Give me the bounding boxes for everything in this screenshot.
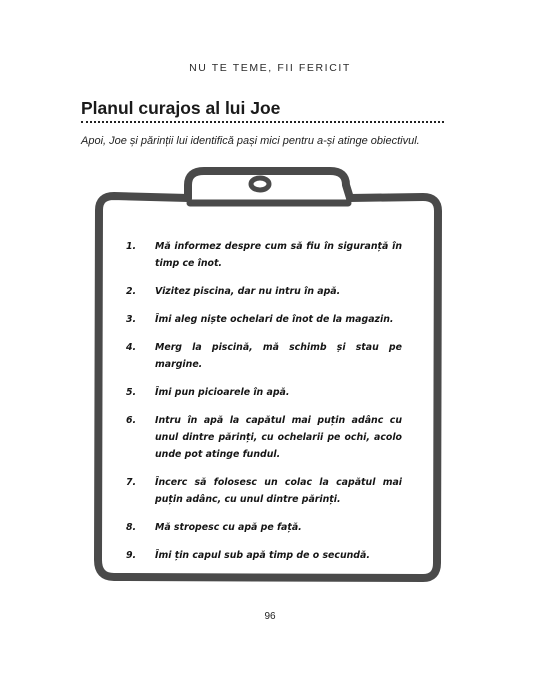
step-number: 6. xyxy=(126,415,137,426)
step-text: Îmi pun picioarele în apă. xyxy=(155,387,290,398)
list-item xyxy=(126,283,402,300)
step-text: Îmi aleg niște ochelari de înot de la magazin. xyxy=(155,314,394,325)
list-item xyxy=(126,412,402,463)
step-text: Vizitez piscina, dar nu intru în apă. xyxy=(155,286,341,297)
list-item xyxy=(126,238,402,272)
step-number: 4. xyxy=(126,342,137,353)
step-number: 8. xyxy=(126,522,137,533)
list-item xyxy=(126,311,402,328)
step-text: Îmi țin capul sub apă timp de o secundă. xyxy=(155,550,370,561)
running-head: NU TE TEME, FII FERICIT xyxy=(189,62,351,74)
step-text: Intru în apă la capătul mai puțin adânc cu unul dintre părinți, cu ochelarii pe ochi, acolo unde pot atinge fundul. xyxy=(155,415,402,460)
intro-text: Apoi, Joe și părinții lui identifică pași mici pentru a-și atinge obiectivul. xyxy=(81,135,420,147)
step-number: 1. xyxy=(126,241,137,252)
list-item xyxy=(126,474,402,508)
step-text: Merg la piscină, mă schimb și stau pe margine. xyxy=(155,342,402,370)
list-item xyxy=(126,384,402,401)
step-number: 5. xyxy=(126,387,137,398)
page-number: 96 xyxy=(264,611,276,622)
step-text: Mă stropesc cu apă pe față. xyxy=(155,522,302,533)
step-number: 9. xyxy=(126,550,137,561)
steps-list xyxy=(126,238,402,575)
step-number: 7. xyxy=(126,477,137,488)
list-item xyxy=(126,339,402,373)
list-item xyxy=(126,547,402,564)
step-text: Mă informez despre cum să fiu în siguranță în timp ce înot. xyxy=(155,241,402,269)
list-item xyxy=(126,519,402,536)
title-dotted-rule xyxy=(81,121,444,123)
section-title: Planul curajos al lui Joe xyxy=(81,98,281,118)
step-number: 2. xyxy=(126,286,137,297)
step-text: Încerc să folosesc un colac la capătul mai puțin adânc, cu unul dintre părinți. xyxy=(155,477,402,505)
step-number: 3. xyxy=(126,314,137,325)
